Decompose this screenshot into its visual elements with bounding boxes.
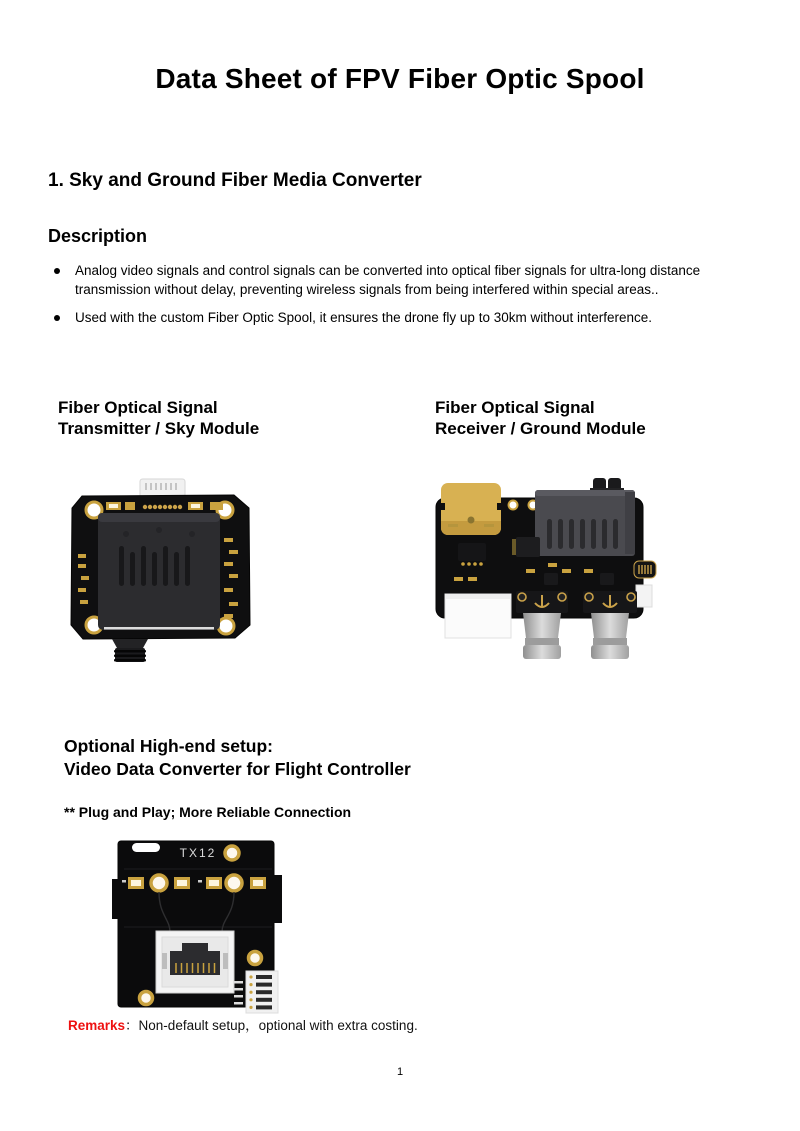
bnc-connector-right: [583, 591, 637, 659]
remarks-label: Remarks: [68, 1018, 126, 1033]
white-component-box: [445, 594, 511, 638]
transmitter-label-line2: Transmitter / Sky Module: [58, 419, 260, 438]
document-title: Data Sheet of FPV Fiber Optic Spool: [155, 63, 645, 94]
description-bullet-list: [54, 261, 744, 337]
bnc-connector-left: [516, 591, 568, 659]
remarks-line: [68, 1014, 418, 1034]
white-side-connector: [636, 585, 652, 607]
bullet-item: [54, 261, 744, 299]
usb-c-port: [634, 561, 656, 578]
transmitter-label-line1: Fiber Optical Signal: [58, 398, 218, 417]
optical-module: [535, 478, 635, 556]
receiver-label-line2: Receiver / Ground Module: [435, 419, 646, 438]
rj45-jack: [156, 931, 234, 993]
transmitter-module-label: [58, 397, 259, 439]
optional-heading-line2: Video Data Converter for Flight Controller: [64, 759, 411, 779]
bullet-text: Used with the custom Fiber Optic Spool, it ensures the drone fly up to 30km without interference.: [75, 310, 653, 326]
description-heading: Description: [48, 226, 148, 246]
section-1-heading: 1. Sky and Ground Fiber Media Converter: [48, 170, 422, 191]
remarks-separator: ：: [125, 1018, 139, 1033]
page-number: 1: [396, 1066, 404, 1078]
receiver-module-label: [435, 397, 646, 439]
optional-setup-heading: [64, 735, 411, 781]
fiber-jack: [112, 639, 148, 662]
heatsink-module: [98, 513, 220, 630]
plug-and-play-note: ** Plug and Play; More Reliable Connection: [64, 804, 352, 820]
board-silkscreen-label: TX12: [179, 846, 217, 860]
bullet-icon: [54, 315, 60, 321]
bullet-icon: [54, 268, 60, 274]
yellow-module: [441, 483, 501, 535]
slot-cutout: [132, 843, 160, 852]
converter-board-image: [110, 835, 286, 1015]
receiver-label-line1: Fiber Optical Signal: [435, 398, 595, 417]
receiver-board-image: [428, 477, 663, 665]
bullet-item: [54, 308, 744, 327]
remarks-text: Non-default setup，optional with extra costing.: [138, 1018, 418, 1033]
transmitter-board-image: [62, 476, 254, 666]
optional-heading-line1: Optional High-end setup:: [64, 736, 274, 756]
bullet-text: Analog video signals and control signals can be converted into optical fiber signals for ultra-long distance transmission without delay, preventing wireless signals from being interfered within special areas..: [75, 263, 701, 298]
